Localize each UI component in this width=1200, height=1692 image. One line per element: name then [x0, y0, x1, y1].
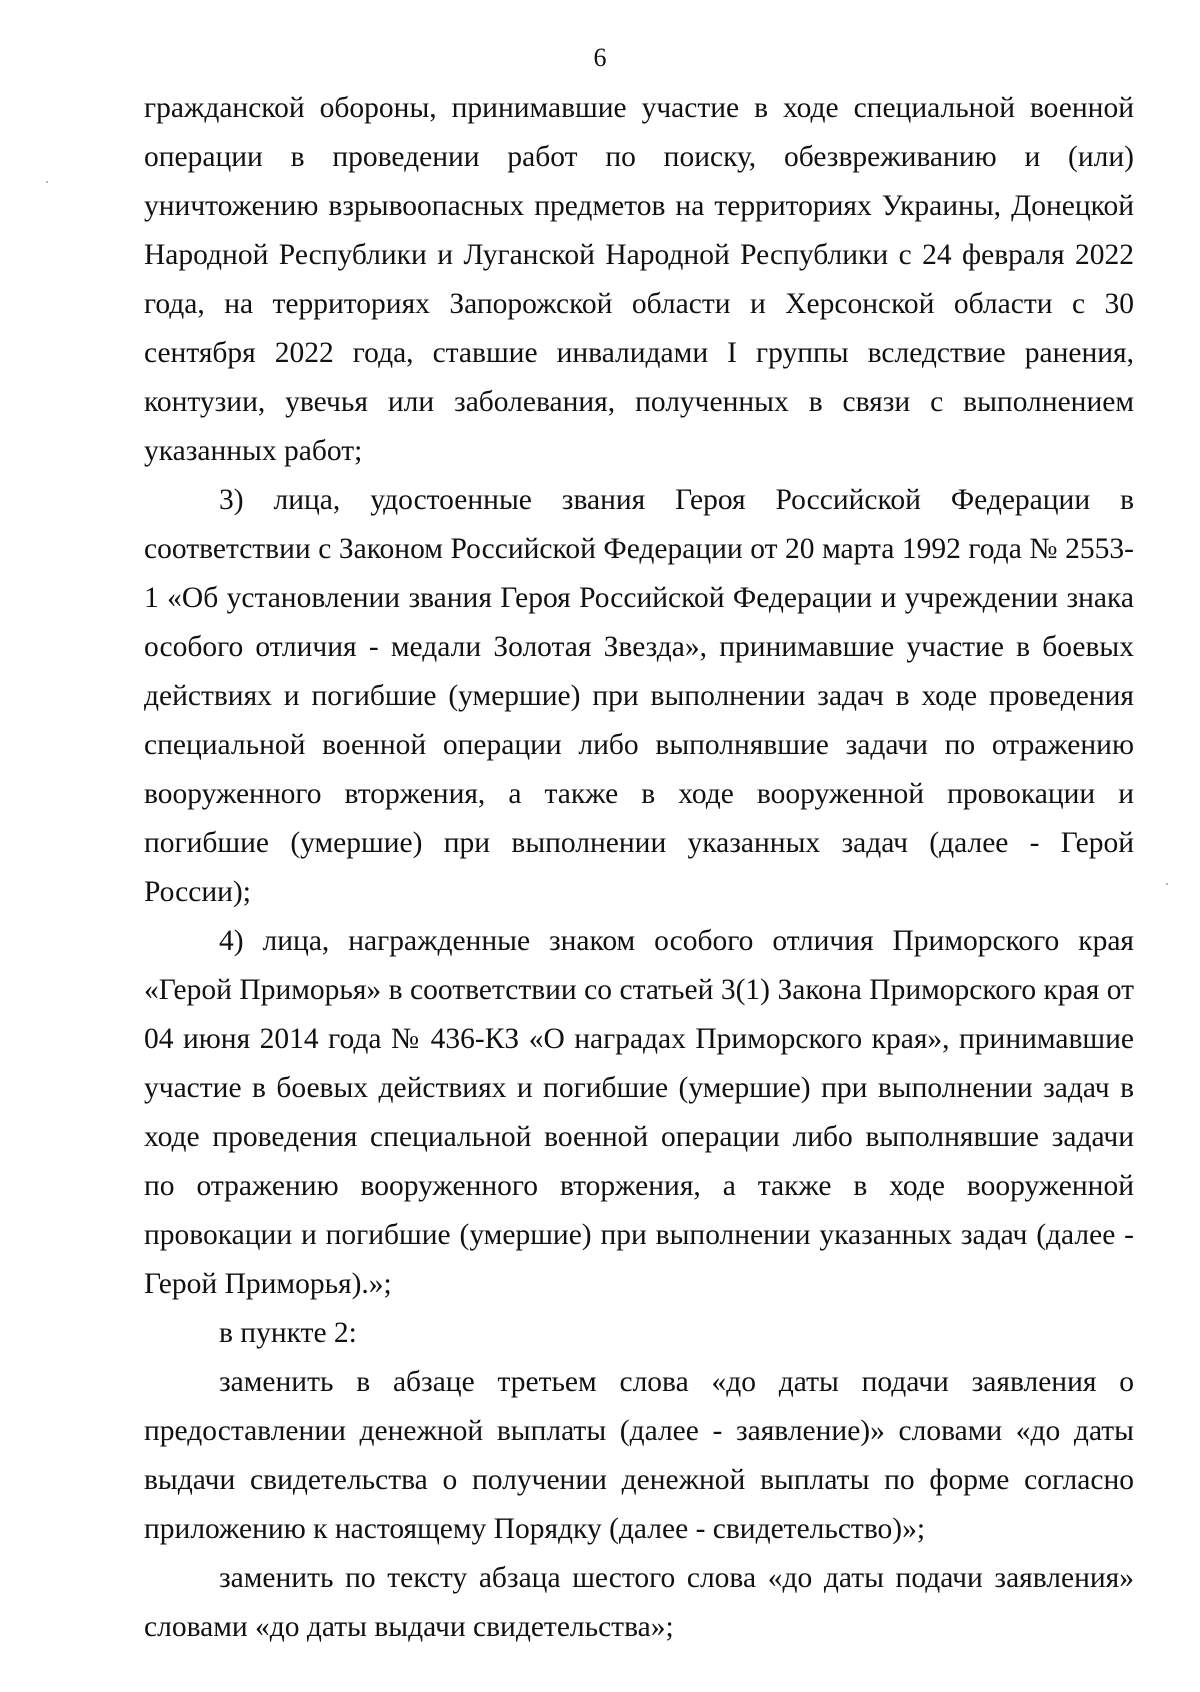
document-body [144, 84, 1134, 1652]
paragraph-item-4: 4) лица, награжденные знаком особого отличия Приморского края «Герой Приморья» в соответствии со статьей 3(1) Закона Приморского края от 04 июня 2014 года № 436-КЗ «О наградах Приморского края», принимавшие участие в боевых действиях и погибшие (умершие) при выполнении задач в ходе проведения специальной военной операции либо выполнявшие задачи по отражению вооруженного вторжения, а также в ходе вооруженной провокации и погибшие (умершие) при выполнении указанных задач (далее - Герой Приморья).»; [144, 925, 1134, 1300]
scan-speck [46, 181, 48, 183]
paragraph-amend-third: заменить в абзаце третьем слова «до даты подачи заявления о предоставлении денежной выплаты (далее - заявление)» словами «до даты выдачи свидетельства о получении денежной выплаты по форме согласно приложению к настоящему Порядку (далее - свидетельство)»; [144, 1366, 1134, 1545]
paragraph-item-3: 3) лица, удостоенные звания Героя Российской Федерации в соответствии с Законом Российской Федерации от 20 марта 1992 года № 2553-1 «Об установлении звания Героя Российской Федерации и учреждении знака особого отличия - медали Золотая Звезда», принимавшие участие в боевых действиях и погибшие (умершие) при выполнении задач в ходе проведения специальной военной операции либо выполнявшие задачи по отражению вооруженного вторжения, а также в ходе вооруженной провокации и погибшие (умершие) при выполнении указанных задач (далее - Герой России); [144, 484, 1134, 908]
paragraph-point-2: в пункте 2: [219, 1317, 357, 1349]
paragraph-continuation: гражданской обороны, принимавшие участие в ходе специальной военной операции в проведении работ по поиску, обезвреживанию и (или) уничтожению взрывоопасных предметов на территориях Украины, Донецкой Народной Республики и Луганской Народной Республики с 24 февраля 2022 года, на территориях Запорожской области и Херсонской области с 30 сентября 2022 года, ставшие инвалидами I группы вследствие ранения, контузии, увечья или заболевания, полученных в связи с выполнением указанных работ; [144, 92, 1134, 467]
page-number: 6 [593, 43, 607, 72]
scan-speck [1166, 883, 1168, 885]
paragraph-amend-sixth: заменить по тексту абзаца шестого слова «до даты подачи заявления» словами «до даты выдачи свидетельства»; [144, 1562, 1134, 1643]
